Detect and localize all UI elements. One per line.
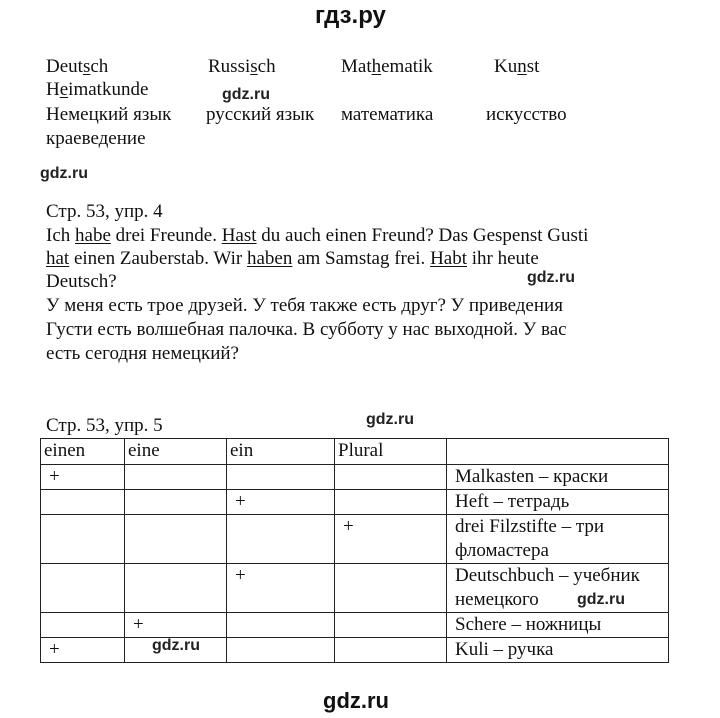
subject-de-3: Mathematik xyxy=(341,56,433,77)
table-cell: + xyxy=(227,490,335,515)
watermark: gdz.ru xyxy=(40,165,88,182)
column-header: einen xyxy=(41,439,125,465)
table-cell xyxy=(41,613,125,638)
table-cell xyxy=(227,613,335,638)
table-cell xyxy=(125,564,227,613)
subject-ru-3: математика xyxy=(341,104,434,125)
table-cell xyxy=(227,638,335,663)
table-cell: Heft – тетрадь xyxy=(447,490,669,515)
table-cell xyxy=(335,490,447,515)
table-row xyxy=(41,613,669,638)
table-row xyxy=(41,490,669,515)
table-row xyxy=(41,465,669,490)
articles-table xyxy=(40,438,669,663)
subject-ru-5: краеведение xyxy=(46,128,146,149)
table-cell xyxy=(335,465,447,490)
table-cell: + xyxy=(227,564,335,613)
column-header xyxy=(447,439,669,465)
subject-de-1: Deutsch xyxy=(46,56,109,77)
table-cell: + xyxy=(41,465,125,490)
table-cell xyxy=(41,490,125,515)
table-row xyxy=(41,564,669,613)
subject-ru-4: искусство xyxy=(486,104,567,125)
watermark: gdz.ru xyxy=(222,86,270,103)
table-row xyxy=(41,638,669,663)
subject-ru-2: русский язык xyxy=(206,104,315,125)
table-cell xyxy=(125,490,227,515)
ex4-heading: Стр. 53, упр. 4 xyxy=(46,201,163,222)
table-cell xyxy=(41,515,125,564)
table-cell xyxy=(125,515,227,564)
ex5-heading: Стр. 53, упр. 5 xyxy=(46,415,163,436)
table-cell: Deutschbuch – учебник немецкого xyxy=(447,564,669,613)
column-header: ein xyxy=(227,439,335,465)
header-logo: гдз.ру xyxy=(315,2,386,29)
table-row xyxy=(41,515,669,564)
ex4-ru-line: У меня есть трое друзей. У тебя также есть друг? У приведения xyxy=(46,295,563,316)
table-cell xyxy=(125,465,227,490)
table-cell xyxy=(335,564,447,613)
table-cell xyxy=(227,515,335,564)
table-cell xyxy=(335,613,447,638)
ex4-de-line: Ich habe drei Freunde. Hast du auch einen Freund? Das Gespenst Gusti xyxy=(46,225,589,246)
ex4-ru-line: есть сегодня немецкий? xyxy=(46,343,239,364)
table-cell: drei Filzstifte – три фломастера xyxy=(447,515,669,564)
watermark: gdz.ru xyxy=(366,411,414,428)
subject-de-2: Russisch xyxy=(208,56,276,77)
watermark: gdz.ru xyxy=(527,269,575,286)
ex4-de-line: Deutsch? xyxy=(46,271,117,292)
table-cell xyxy=(41,564,125,613)
footer-logo: gdz.ru xyxy=(323,688,389,713)
subject-de-5: Heimatkunde xyxy=(46,79,149,100)
table-cell: Malkasten – краски xyxy=(447,465,669,490)
ex4-ru-line: Густи есть волшебная палочка. В субботу у нас выходной. У вас xyxy=(46,319,567,340)
subject-de-4: Kunst xyxy=(494,56,540,77)
table-cell: + xyxy=(335,515,447,564)
ex4-de-line: hat einen Zauberstab. Wir haben am Samstag frei. Habt ihr heute xyxy=(46,248,539,269)
watermark: gdz.ru xyxy=(577,591,625,608)
table-cell: + xyxy=(41,638,125,663)
table-cell xyxy=(227,465,335,490)
table-header-row xyxy=(41,439,669,465)
table-cell: Schere – ножницы xyxy=(447,613,669,638)
subject-ru-1: Немецкий язык xyxy=(46,104,172,125)
table-cell: + xyxy=(125,613,227,638)
table-cell: Kuli – ручка xyxy=(447,638,669,663)
column-header: Plural xyxy=(335,439,447,465)
column-header: eine xyxy=(125,439,227,465)
table-cell xyxy=(335,638,447,663)
watermark: gdz.ru xyxy=(152,637,200,654)
